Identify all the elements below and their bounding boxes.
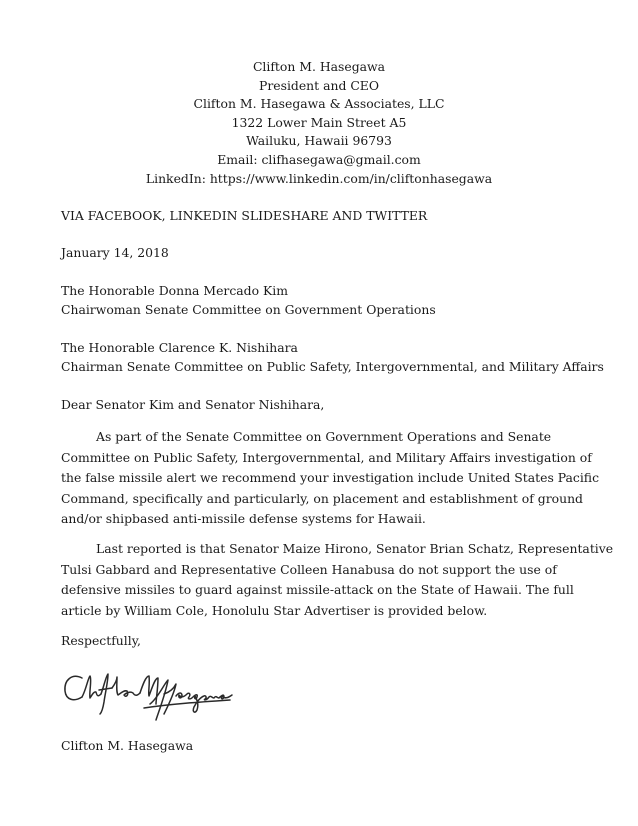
recipient-role: Chairman Senate Committee on Public Safety, Intergovernmental, and Military Affairs [61, 358, 604, 374]
via-line: VIA FACEBOOK, LINKEDIN SLIDESHARE AND TWITTER [61, 208, 428, 223]
recipient-name: The Honorable Donna Mercado Kim [61, 283, 288, 298]
paragraph-line: Tulsi Gabbard and Representative Colleen Hanabusa do not support the use of [61, 561, 557, 577]
recipient-block-1 [61, 282, 581, 319]
date-block [61, 244, 581, 263]
paragraph-line: Committee on Public Safety, Intergovernmental, and Military Affairs investigation of [61, 449, 592, 465]
recipient-role: Chairwoman Senate Committee on Government Operations [61, 301, 436, 317]
paragraph-line: Command, specifically and particularly, on placement and establishment of ground [61, 490, 583, 506]
paragraph-line: defensive missiles to guard against missile-attack on the State of Hawaii. The full [61, 582, 574, 597]
sender-street: 1322 Lower Main Street A5 [231, 114, 407, 130]
handwritten-signature [60, 664, 238, 726]
sender-city: Wailuku, Hawaii 96793 [246, 133, 392, 149]
paragraph-line: and/or shipbased anti-missile defense systems for Hawaii. [61, 511, 426, 526]
paragraph-line: Last reported is that Senator Maize Hirono, Senator Brian Schatz, Representative [96, 541, 614, 556]
sender-email: Email: clifhasegawa@gmail.com [217, 151, 421, 167]
sender-company: Clifton M. Hasegawa & Associates, LLC [193, 96, 445, 112]
signer-name: Clifton M. Hasegawa [61, 738, 194, 753]
paragraph-line: article by William Cole, Honolulu Star Advertiser is provided below. [61, 602, 488, 618]
closing-block [61, 632, 581, 651]
sender-title: President and CEO [259, 77, 379, 93]
body-paragraph-2 [61, 539, 614, 621]
paragraph-line: the false missile alert we recommend your investigation include United States Pacific [61, 470, 600, 485]
letterhead [0, 58, 638, 188]
sender-linkedin: LinkedIn: https://www.linkedin.com/in/cliftonhasegawa [145, 170, 493, 186]
recipient-name: The Honorable Clarence K. Nishihara [61, 340, 298, 355]
paragraph-line: As part of the Senate Committee on Government Operations and Senate [96, 429, 552, 444]
recipient-block-2 [61, 339, 604, 376]
body-paragraph-1 [61, 427, 600, 530]
salutation-block [61, 396, 581, 415]
sender-name: Clifton M. Hasegawa [252, 59, 386, 74]
closing: Respectfully, [61, 633, 141, 648]
letter-date: January 14, 2018 [61, 245, 169, 260]
signer-block [61, 737, 581, 756]
delivery-line [61, 207, 581, 226]
salutation: Dear Senator Kim and Senator Nishihara, [61, 397, 325, 412]
